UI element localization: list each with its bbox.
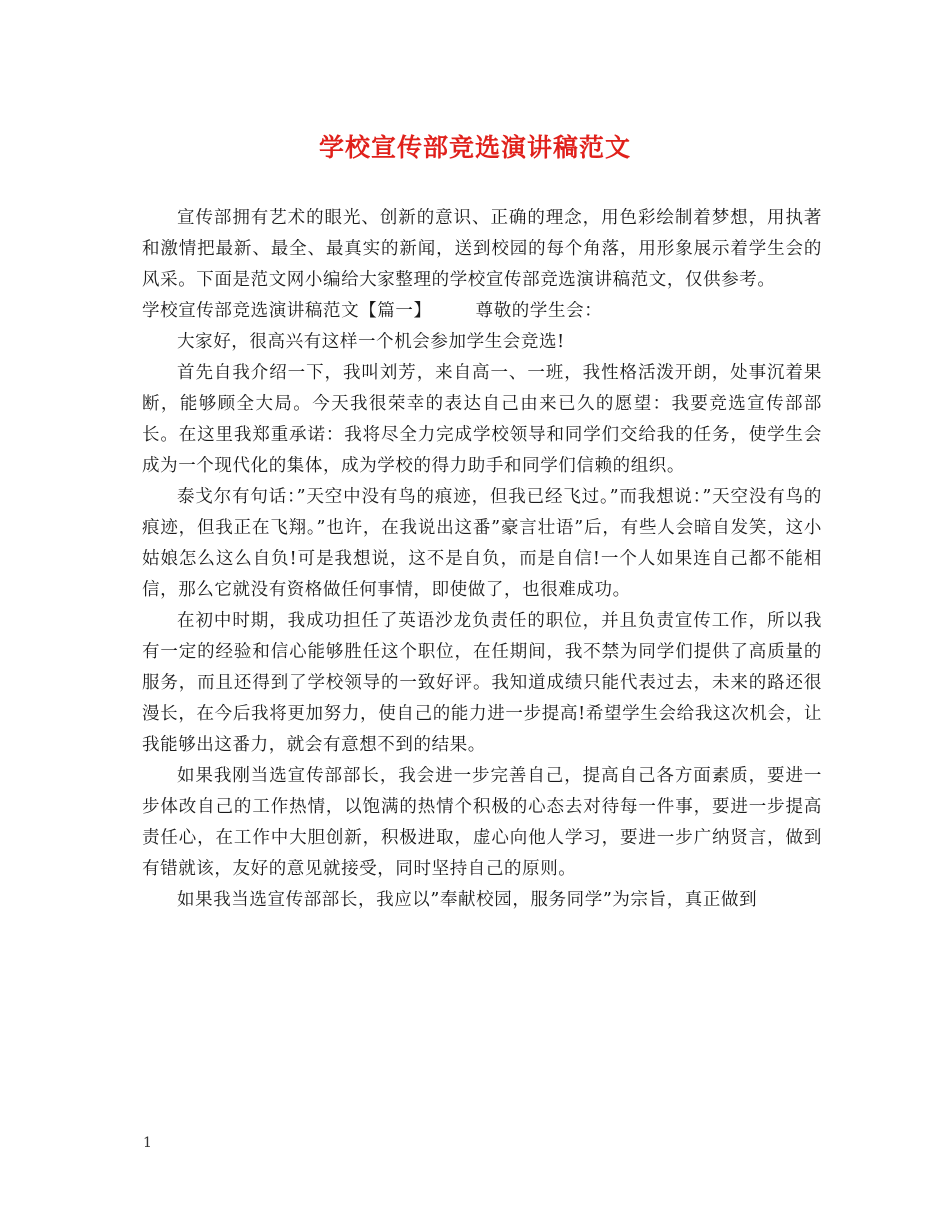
section-heading-line [142, 296, 822, 327]
body-paragraph: 在初中时期，我成功担任了英语沙龙负责任的职位，并且负责宣传工作，所以我有一定的经验和信心能够胜任这个职位，在任期间，我不禁为同学们提供了高质量的服务，而且还得到了学校领导的一致好评。我知道成绩只能代表过去，未来的路还很漫长，在今后我将更加努力，使自己的能力进一步提高!希望学生会给我这次机会，让我能够出这番力，就会有意想不到的结果。 [142, 611, 822, 755]
page-number: 1 [143, 1135, 152, 1151]
body-paragraph: 泰戈尔有句话：”天空中没有鸟的痕迹，但我已经飞过。”而我想说：”天空没有鸟的痕迹，但我正在飞翔。”也许，在我说出这番”豪言壮语”后，有些人会暗自发笑，这小姑娘怎么这么自负!可是我想说，这不是自负，而是自信!一个人如果连自己都不能相信，那么它就没有资格做任何事情，即使做了，也很难成功。 [142, 487, 822, 600]
salutation: 尊敬的学生会： [475, 301, 603, 321]
body-paragraph: 如果我当选宣传部部长，我应以”奉献校园，服务同学”为宗旨，真正做到 [177, 890, 758, 910]
page-title: 学校宣传部竞选演讲稿范文 [318, 133, 631, 162]
body-paragraph: 如果我刚当选宣传部部长，我会进一步完善自己，提高自己各方面素质，要进一步体改自己的工作热情，以饱满的热情个积极的心态去对待每一件事，要进一步提高责任心，在工作中大胆创新，积极进取，虚心向他人学习，要进一步广纳贤言，做到有错就该，友好的意见就接受，同时坚持自己的原则。 [142, 766, 822, 879]
section-heading: 学校宣传部竞选演讲稿范文【篇一】 [142, 301, 432, 321]
body-paragraph: 首先自我介绍一下，我叫刘芳，来自高一、一班，我性格活泼开朗，处事沉着果断，能够顾全大局。今天我很荣幸的表达自己由来已久的愿望：我要竞选宣传部部长。在这里我郑重承诺：我将尽全力完成学校领导和同学们交给我的任务，使学生会成为一个现代化的集体，成为学校的得力助手和同学们信赖的组织。 [142, 363, 822, 476]
body-paragraph: 大家好，很高兴有这样一个机会参加学生会竞选! [177, 332, 565, 352]
intro-paragraph: 宣传部拥有艺术的眼光、创新的意识、正确的理念，用色彩绘制着梦想，用执著和激情把最新、最全、最真实的新闻，送到校园的每个角落，用形象展示着学生会的风采。下面是范文网小编给大家整理的学校宣传部竞选演讲稿范文，仅供参考。 [142, 208, 822, 290]
document-body [142, 203, 822, 916]
